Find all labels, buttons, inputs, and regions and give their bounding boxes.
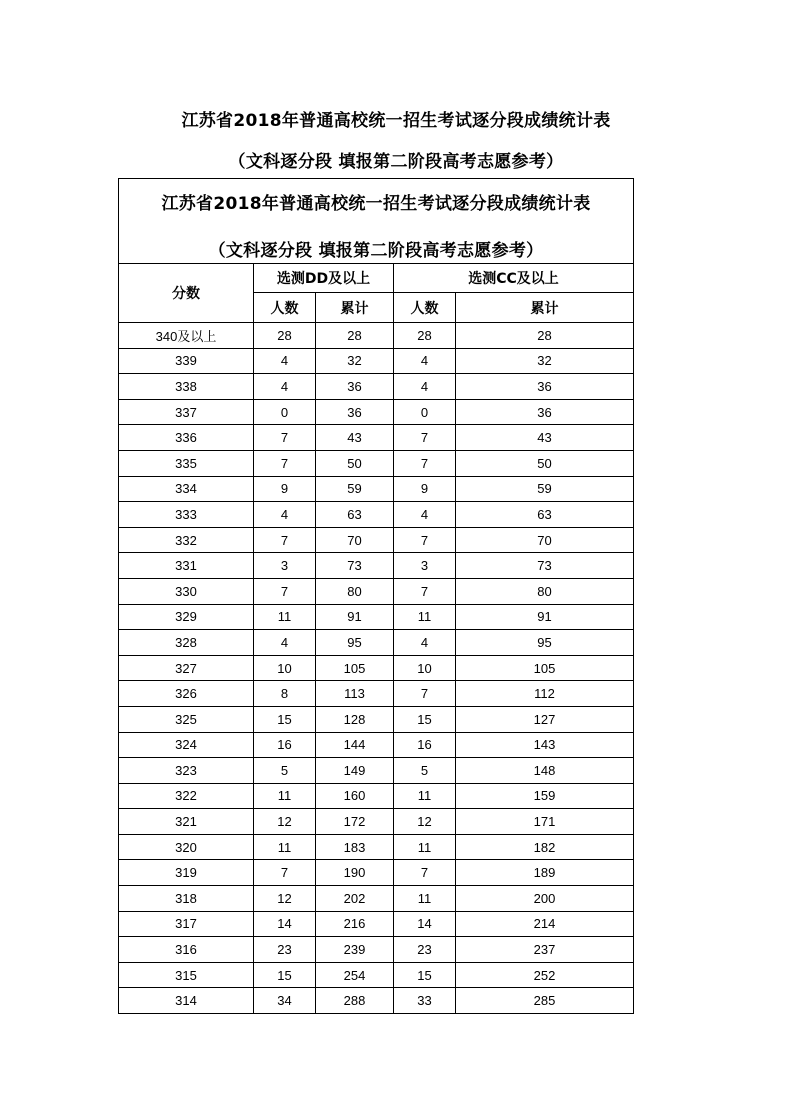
table-row — [119, 323, 634, 349]
header-cc-count: 人数 — [394, 293, 456, 323]
cell-cc-cumulative: 95 — [456, 630, 634, 656]
cell-dd-cumulative: 50 — [316, 450, 394, 476]
cell-cc-count: 4 — [394, 502, 456, 528]
cell-dd-cumulative: 128 — [316, 706, 394, 732]
header-cc-cumulative: 累计 — [456, 293, 634, 323]
cell-score: 322 — [119, 783, 254, 809]
cell-dd-count: 11 — [254, 604, 316, 630]
cell-score: 321 — [119, 809, 254, 835]
cell-score: 315 — [119, 962, 254, 988]
table-row — [119, 681, 634, 707]
cell-score: 333 — [119, 502, 254, 528]
table-row — [119, 527, 634, 553]
cell-score: 340及以上 — [119, 323, 254, 349]
cell-dd-count: 28 — [254, 323, 316, 349]
cell-cc-cumulative: 36 — [456, 399, 634, 425]
cell-cc-count: 4 — [394, 348, 456, 374]
header-group-dd: 选测DD及以上 — [254, 264, 394, 293]
cell-dd-count: 7 — [254, 860, 316, 886]
table-row — [119, 578, 634, 604]
header-dd-count: 人数 — [254, 293, 316, 323]
cell-dd-cumulative: 36 — [316, 374, 394, 400]
table-row — [119, 655, 634, 681]
cell-dd-count: 8 — [254, 681, 316, 707]
table-title-cell — [119, 179, 634, 264]
cell-cc-count: 15 — [394, 962, 456, 988]
cell-score: 318 — [119, 886, 254, 912]
table-row — [119, 348, 634, 374]
cell-score: 332 — [119, 527, 254, 553]
cell-cc-cumulative: 112 — [456, 681, 634, 707]
cell-dd-cumulative: 254 — [316, 962, 394, 988]
cell-score: 327 — [119, 655, 254, 681]
cell-cc-cumulative: 80 — [456, 578, 634, 604]
table-row — [119, 502, 634, 528]
cell-score: 331 — [119, 553, 254, 579]
cell-dd-cumulative: 288 — [316, 988, 394, 1014]
cell-dd-cumulative: 144 — [316, 732, 394, 758]
cell-dd-cumulative: 28 — [316, 323, 394, 349]
cell-cc-count: 14 — [394, 911, 456, 937]
document-title: 江苏省2018年普通高校统一招生考试逐分段成绩统计表 — [181, 111, 611, 131]
cell-cc-cumulative: 36 — [456, 374, 634, 400]
cell-cc-cumulative: 50 — [456, 450, 634, 476]
cell-cc-count: 0 — [394, 399, 456, 425]
cell-cc-cumulative: 285 — [456, 988, 634, 1014]
cell-score: 319 — [119, 860, 254, 886]
cell-cc-count: 23 — [394, 937, 456, 963]
cell-cc-count: 15 — [394, 706, 456, 732]
header-group-row — [119, 264, 634, 293]
table-row — [119, 860, 634, 886]
cell-dd-cumulative: 95 — [316, 630, 394, 656]
header-dd-cumulative: 累计 — [316, 293, 394, 323]
cell-dd-cumulative: 190 — [316, 860, 394, 886]
cell-score: 324 — [119, 732, 254, 758]
cell-cc-count: 4 — [394, 374, 456, 400]
cell-cc-count: 11 — [394, 834, 456, 860]
table-row — [119, 476, 634, 502]
cell-dd-count: 12 — [254, 886, 316, 912]
cell-cc-count: 7 — [394, 860, 456, 886]
cell-dd-count: 16 — [254, 732, 316, 758]
table-row — [119, 809, 634, 835]
cell-dd-cumulative: 105 — [316, 655, 394, 681]
cell-cc-cumulative: 43 — [456, 425, 634, 451]
cell-dd-cumulative: 91 — [316, 604, 394, 630]
cell-cc-cumulative: 237 — [456, 937, 634, 963]
cell-cc-cumulative: 73 — [456, 553, 634, 579]
cell-cc-cumulative: 143 — [456, 732, 634, 758]
cell-dd-count: 11 — [254, 783, 316, 809]
cell-dd-count: 3 — [254, 553, 316, 579]
table-row — [119, 962, 634, 988]
table-row — [119, 834, 634, 860]
cell-cc-count: 10 — [394, 655, 456, 681]
table-row — [119, 706, 634, 732]
cell-dd-count: 15 — [254, 962, 316, 988]
table-row — [119, 630, 634, 656]
cell-dd-count: 4 — [254, 502, 316, 528]
header-score: 分数 — [119, 264, 254, 323]
cell-score: 317 — [119, 911, 254, 937]
cell-score: 334 — [119, 476, 254, 502]
cell-cc-count: 33 — [394, 988, 456, 1014]
table-row — [119, 450, 634, 476]
cell-cc-count: 5 — [394, 758, 456, 784]
cell-dd-count: 23 — [254, 937, 316, 963]
table-row — [119, 911, 634, 937]
cell-score: 338 — [119, 374, 254, 400]
table-title: 江苏省2018年普通高校统一招生考试逐分段成绩统计表 — [161, 194, 591, 214]
cell-score: 328 — [119, 630, 254, 656]
cell-cc-count: 11 — [394, 886, 456, 912]
document-subtitle: （文科逐分段 填报第二阶段高考志愿参考） — [228, 152, 564, 172]
cell-dd-count: 34 — [254, 988, 316, 1014]
cell-cc-count: 7 — [394, 578, 456, 604]
cell-cc-count: 9 — [394, 476, 456, 502]
cell-dd-cumulative: 160 — [316, 783, 394, 809]
cell-score: 336 — [119, 425, 254, 451]
table-title-row — [119, 179, 634, 264]
cell-dd-cumulative: 70 — [316, 527, 394, 553]
cell-dd-cumulative: 73 — [316, 553, 394, 579]
cell-dd-count: 7 — [254, 578, 316, 604]
table-row — [119, 783, 634, 809]
cell-dd-count: 10 — [254, 655, 316, 681]
cell-cc-cumulative: 189 — [456, 860, 634, 886]
cell-dd-count: 4 — [254, 374, 316, 400]
table-row — [119, 732, 634, 758]
table-row — [119, 886, 634, 912]
cell-dd-cumulative: 32 — [316, 348, 394, 374]
cell-score: 329 — [119, 604, 254, 630]
cell-cc-count: 11 — [394, 783, 456, 809]
cell-dd-cumulative: 63 — [316, 502, 394, 528]
cell-cc-cumulative: 59 — [456, 476, 634, 502]
table-row — [119, 374, 634, 400]
cell-cc-count: 7 — [394, 425, 456, 451]
cell-score: 337 — [119, 399, 254, 425]
cell-dd-cumulative: 239 — [316, 937, 394, 963]
cell-dd-count: 0 — [254, 399, 316, 425]
cell-cc-cumulative: 28 — [456, 323, 634, 349]
cell-cc-cumulative: 32 — [456, 348, 634, 374]
cell-cc-count: 3 — [394, 553, 456, 579]
cell-cc-count: 12 — [394, 809, 456, 835]
cell-score: 323 — [119, 758, 254, 784]
cell-cc-cumulative: 105 — [456, 655, 634, 681]
cell-dd-count: 7 — [254, 527, 316, 553]
cell-score: 320 — [119, 834, 254, 860]
cell-dd-cumulative: 113 — [316, 681, 394, 707]
table-subtitle: （文科逐分段 填报第二阶段高考志愿参考） — [208, 241, 544, 261]
cell-dd-count: 9 — [254, 476, 316, 502]
cell-dd-count: 4 — [254, 348, 316, 374]
table-row — [119, 758, 634, 784]
cell-cc-count: 16 — [394, 732, 456, 758]
table-row — [119, 937, 634, 963]
cell-score: 316 — [119, 937, 254, 963]
cell-cc-cumulative: 63 — [456, 502, 634, 528]
cell-dd-cumulative: 149 — [316, 758, 394, 784]
cell-score: 339 — [119, 348, 254, 374]
cell-score: 335 — [119, 450, 254, 476]
cell-cc-cumulative: 200 — [456, 886, 634, 912]
cell-dd-count: 4 — [254, 630, 316, 656]
cell-dd-cumulative: 183 — [316, 834, 394, 860]
cell-cc-cumulative: 148 — [456, 758, 634, 784]
cell-score: 314 — [119, 988, 254, 1014]
cell-cc-count: 28 — [394, 323, 456, 349]
cell-dd-cumulative: 59 — [316, 476, 394, 502]
cell-dd-cumulative: 172 — [316, 809, 394, 835]
cell-dd-count: 14 — [254, 911, 316, 937]
cell-cc-cumulative: 70 — [456, 527, 634, 553]
cell-cc-cumulative: 159 — [456, 783, 634, 809]
cell-cc-count: 7 — [394, 681, 456, 707]
cell-score: 325 — [119, 706, 254, 732]
cell-dd-cumulative: 36 — [316, 399, 394, 425]
cell-cc-count: 4 — [394, 630, 456, 656]
cell-score: 330 — [119, 578, 254, 604]
table-row — [119, 553, 634, 579]
table-row — [119, 604, 634, 630]
table-row — [119, 988, 634, 1014]
cell-dd-count: 7 — [254, 425, 316, 451]
cell-cc-count: 7 — [394, 527, 456, 553]
cell-dd-count: 15 — [254, 706, 316, 732]
cell-dd-cumulative: 202 — [316, 886, 394, 912]
table-row — [119, 425, 634, 451]
cell-cc-cumulative: 252 — [456, 962, 634, 988]
score-statistics-table — [118, 178, 634, 1014]
cell-cc-cumulative: 182 — [456, 834, 634, 860]
cell-dd-cumulative: 43 — [316, 425, 394, 451]
cell-cc-cumulative: 127 — [456, 706, 634, 732]
cell-dd-cumulative: 216 — [316, 911, 394, 937]
cell-dd-count: 11 — [254, 834, 316, 860]
cell-dd-cumulative: 80 — [316, 578, 394, 604]
cell-cc-count: 7 — [394, 450, 456, 476]
table-row — [119, 399, 634, 425]
cell-score: 326 — [119, 681, 254, 707]
cell-cc-count: 11 — [394, 604, 456, 630]
cell-cc-cumulative: 171 — [456, 809, 634, 835]
cell-cc-cumulative: 214 — [456, 911, 634, 937]
cell-dd-count: 12 — [254, 809, 316, 835]
cell-cc-cumulative: 91 — [456, 604, 634, 630]
header-group-cc: 选测CC及以上 — [394, 264, 634, 293]
cell-dd-count: 5 — [254, 758, 316, 784]
cell-dd-count: 7 — [254, 450, 316, 476]
